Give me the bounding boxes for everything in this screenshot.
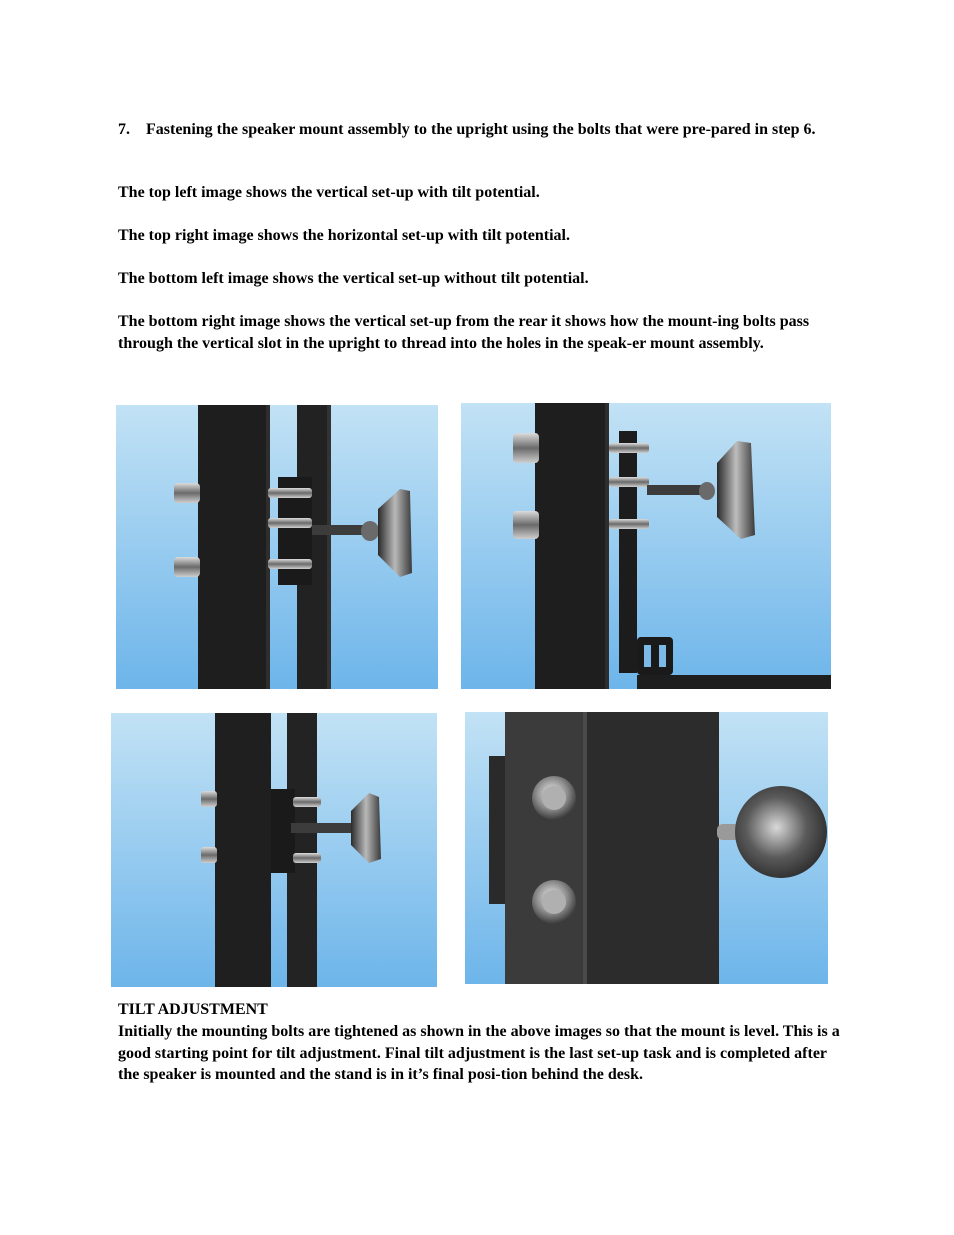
paragraph-top-right: The top right image shows the horizontal set-up with tilt potential. [118, 227, 570, 244]
paragraph-bottom-left: The bottom left image shows the vertical set-up without tilt potential. [118, 270, 589, 287]
tilt-heading: TILT ADJUSTMENT [118, 1001, 268, 1018]
photo-vertical-tilt [116, 405, 438, 689]
paragraph-bottom-right: The bottom right image shows the vertical set-up from the rear it shows how the mount-ing bolts pass through the vertical slot in the upright to thread into the holes in the speak-er mount assembly. [118, 313, 810, 352]
photo-vertical-no-tilt [111, 713, 437, 987]
step-7 [118, 119, 838, 141]
tilt-paragraph: Initially the mounting bolts are tightened as shown in the above images so that the mount is level. This is a good starting point for tilt adjustment. Final tilt adjustment is the last set-up task and is completed after the speaker is mounted and the stand is in it’s final posi-tion behind the desk. [118, 1023, 840, 1083]
paragraph-top-left: The top left image shows the vertical set-up with tilt potential. [118, 184, 540, 201]
photo-rear-view [465, 712, 828, 984]
step-number: 7. [118, 121, 130, 138]
step-text: Fastening the speaker mount assembly to the upright using the bolts that were pre-pared in step 6. [146, 121, 816, 138]
photo-horizontal-tilt [461, 403, 831, 689]
